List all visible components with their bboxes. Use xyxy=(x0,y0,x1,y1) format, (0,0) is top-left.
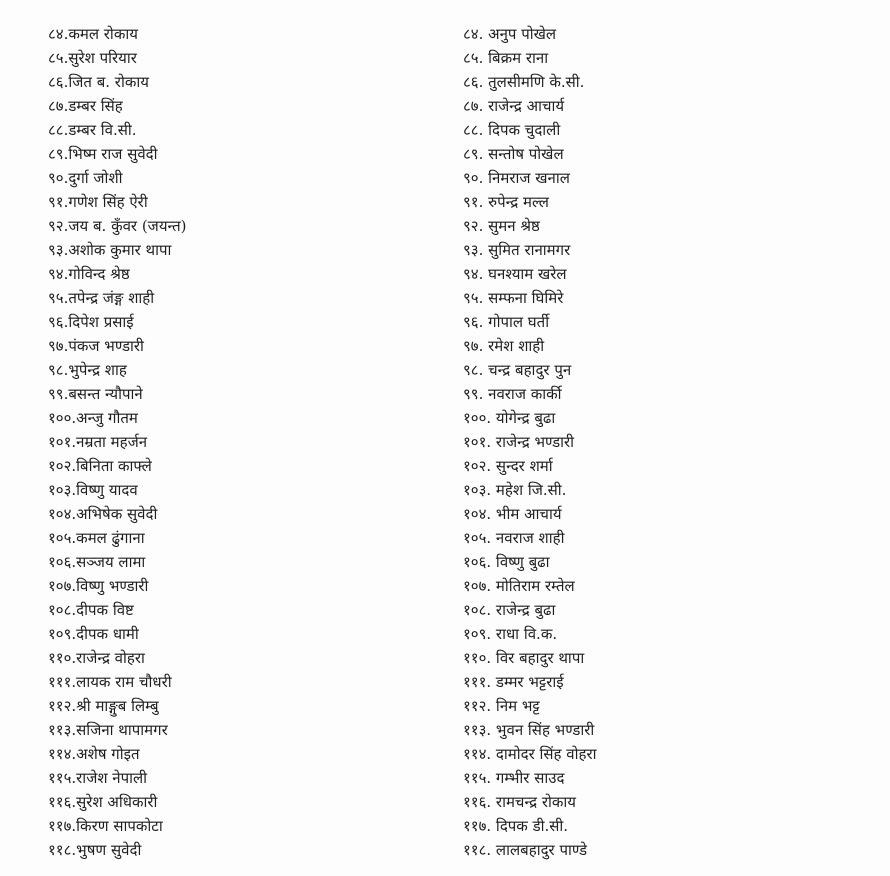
list-item: ९०. निमराज खनाल xyxy=(463,169,570,187)
list-item: १०६.सञ्जय लामा xyxy=(48,553,146,571)
list-item: ११४.अशेष गोइत xyxy=(48,745,140,763)
list-item: ९५. सम्फना घिमिरे xyxy=(463,289,564,307)
list-item: ९३.अशोक कुमार थापा xyxy=(48,241,172,259)
list-item: १०२.बिनिता काफ्ले xyxy=(48,457,152,475)
list-item: ११३.सजिना थापामगर xyxy=(48,721,168,739)
list-item: १०३.विष्णु यादव xyxy=(48,481,138,499)
list-item: १०४.अभिषेक सुवेदी xyxy=(48,505,158,523)
list-item: ९४. घनश्याम खरेल xyxy=(463,265,567,283)
list-item: ९१.गणेश सिंह ऐरी xyxy=(48,193,148,211)
list-item: ९२.जय ब. कुँवर (जयन्त) xyxy=(48,217,187,235)
list-item: ९४.गोविन्द श्रेष्ठ xyxy=(48,265,130,283)
list-item: ११२. निम भट्ट xyxy=(463,697,540,715)
list-item: १११. डम्मर भट्टराई xyxy=(463,673,564,691)
list-item: ९०.दुर्गा जोशी xyxy=(48,169,123,187)
list-item: ८५.सुरेश परियार xyxy=(48,49,137,67)
list-item: ११६. रामचन्द्र रोकाय xyxy=(463,793,576,811)
list-item: १११.लायक राम चौधरी xyxy=(48,673,172,691)
list-item: १००.अन्जु गौतम xyxy=(48,409,138,427)
list-item: ९८. चन्द्र बहादुर पुन xyxy=(463,361,572,379)
name-list-right xyxy=(463,22,863,862)
list-item: ८७. राजेन्द्र आचार्य xyxy=(463,97,565,115)
list-item: ८६. तुलसीमणि के.सी. xyxy=(463,73,585,91)
list-item: ८८.डम्बर वि.सी. xyxy=(48,121,137,139)
list-item: ११५.राजेश नेपाली xyxy=(48,769,148,787)
list-item: ११५. गम्भीर साउद xyxy=(463,769,565,787)
list-item: १०५. नवराज शाही xyxy=(463,529,565,547)
list-item: ८९.भिष्म राज सुवेदी xyxy=(48,145,158,163)
list-item: १०६. विष्णु बुढा xyxy=(463,553,550,571)
list-item: ९६. गोपाल घर्ती xyxy=(463,313,550,331)
list-item: ११०.राजेन्द्र वोहरा xyxy=(48,649,145,667)
list-item: ८४.कमल रोकाय xyxy=(48,25,138,43)
list-item: ९३. सुमित रानामगर xyxy=(463,241,571,259)
list-item: ८६.जित ब. रोकाय xyxy=(48,73,149,91)
list-item: ९५.तपेन्द्र जंङ्ग शाही xyxy=(48,289,155,307)
list-item: १०५.कमल ढुंगाना xyxy=(48,529,145,547)
list-item: १०८. राजेन्द्र बुढा xyxy=(463,601,556,619)
list-item: ९१. रुपेन्द्र मल्ल xyxy=(463,193,549,211)
list-item: ११८. लालबहादुर पाण्डे xyxy=(463,841,587,859)
list-item: १०१. राजेन्द्र भण्डारी xyxy=(463,433,575,451)
list-item: १००. योगेन्द्र बुढा xyxy=(463,409,556,427)
list-item: ८९. सन्तोष पोखेल xyxy=(463,145,564,163)
list-item: ९२. सुमन श्रेष्ठ xyxy=(463,217,540,235)
list-item: १०७. मोतिराम रम्तेल xyxy=(463,577,575,595)
list-item: ११३. भुवन सिंह भण्डारी xyxy=(463,721,595,739)
list-item: ९६.दिपेश प्रसाई xyxy=(48,313,134,331)
list-item: ११०. विर बहादुर थापा xyxy=(463,649,585,667)
list-item: ९७. रमेश शाही xyxy=(463,337,545,355)
list-item: ११७. दिपक डी.सी. xyxy=(463,817,569,835)
list-item: ८५. बिक्रम राना xyxy=(463,49,549,67)
list-item: ११२.श्री माङ्गुब लिम्बु xyxy=(48,697,159,715)
list-item: १०७.विष्णु भण्डारी xyxy=(48,577,149,595)
list-item: ९९.बसन्त न्यौपाने xyxy=(48,385,143,403)
list-item: ८४. अनुप पोखेल xyxy=(463,25,557,43)
list-item: १०४. भीम आचार्य xyxy=(463,505,562,523)
list-item: १०८.दीपक विष्ट xyxy=(48,601,134,619)
list-item: १०२. सुन्दर शर्मा xyxy=(463,457,553,475)
list-item: ९७.पंकज भण्डारी xyxy=(48,337,144,355)
list-item: ९९. नवराज कार्की xyxy=(463,385,562,403)
list-item: ९८.भुपेन्द्र शाह xyxy=(48,361,127,379)
list-item: ११४. दामोदर सिंह वोहरा xyxy=(463,745,597,763)
list-item: १०९. राधा वि.क. xyxy=(463,625,558,643)
list-item: ८७.डम्बर सिंह xyxy=(48,97,123,115)
name-list-left xyxy=(48,22,448,862)
list-item: ११८.भुषण सुवेदी xyxy=(48,841,142,859)
list-item: १०९.दीपक धामी xyxy=(48,625,139,643)
list-item: ११७.किरण सापकोटा xyxy=(48,817,163,835)
list-item: १०१.नम्रता महर्जन xyxy=(48,433,148,451)
list-item: ११६.सुरेश अधिकारी xyxy=(48,793,158,811)
list-item: ८८. दिपक चुदाली xyxy=(463,121,561,139)
list-item: १०३. महेश जि.सी. xyxy=(463,481,567,499)
